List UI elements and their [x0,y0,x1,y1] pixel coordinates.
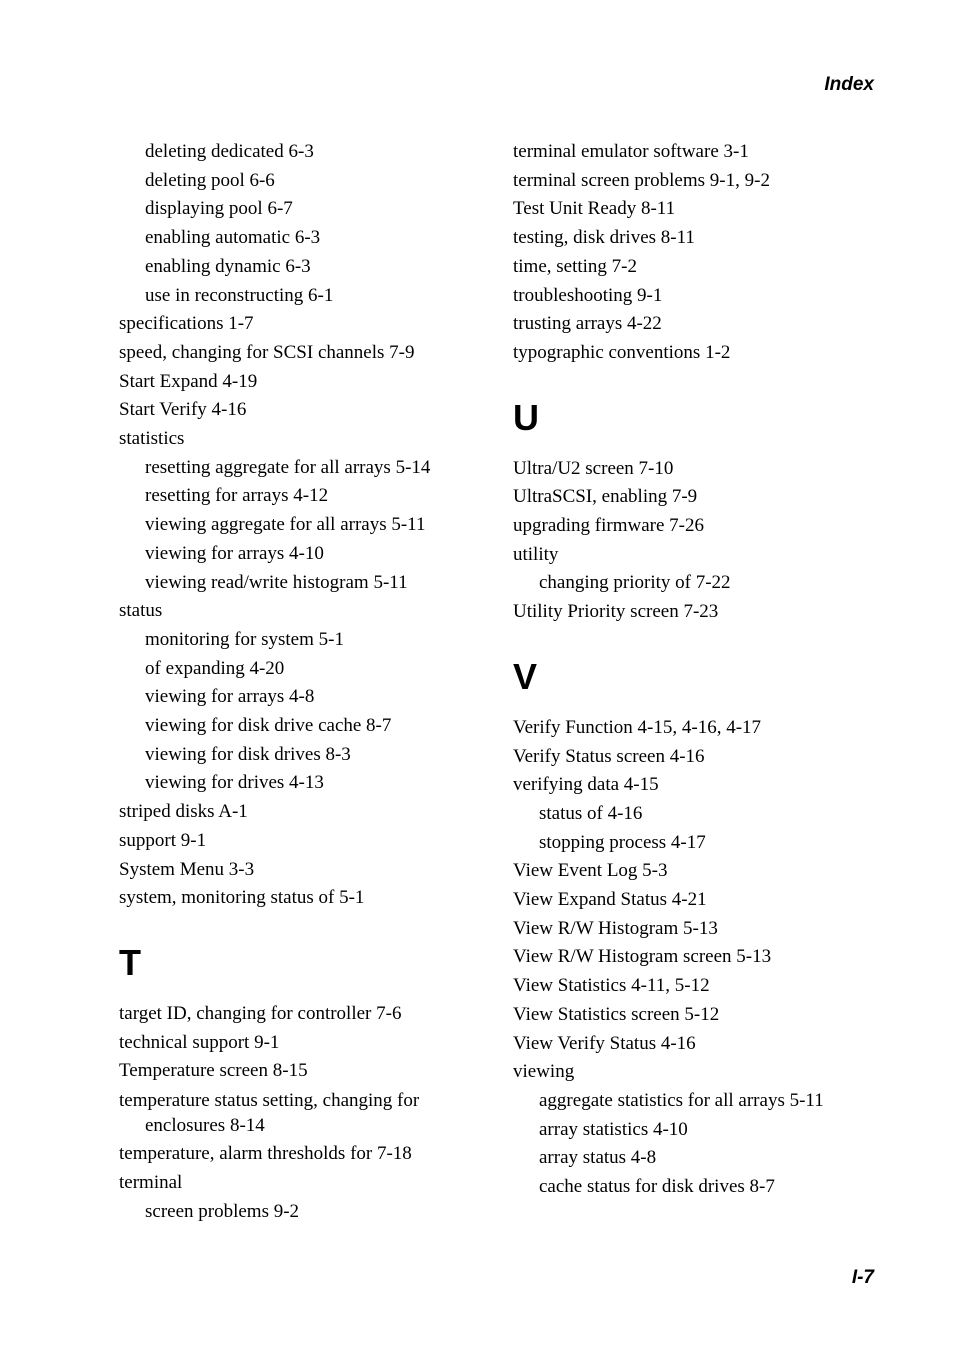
index-subentry: deleting pool 6-6 [145,169,275,191]
index-entry: statistics [119,428,185,450]
index-entry: Temperature screen 8-15 [119,1060,308,1082]
section-letter-v: V [513,655,538,697]
index-entry: technical support 9-1 [119,1031,280,1053]
index-entry: utility [513,543,559,565]
index-subentry: viewing for disk drive cache 8-7 [145,715,392,737]
section-letter-u: U [513,396,539,438]
index-subentry: resetting aggregate for all arrays 5-14 [145,456,431,478]
index-entry: View Statistics 4-11, 5-12 [513,975,710,997]
index-subentry: array status 4-8 [539,1147,657,1169]
index-entry: striped disks A-1 [119,801,248,823]
index-entry: target ID, changing for controller 7-6 [119,1002,402,1024]
page-number: I-7 [851,1267,874,1288]
index-subentry: stopping process 4-17 [539,831,706,853]
index-entry: typographic conventions 1-2 [513,341,731,363]
index-entry: verifying data 4-15 [513,774,659,796]
index-entry: Verify Function 4-15, 4-16, 4-17 [513,716,762,738]
index-subentry: enabling dynamic 6-3 [145,255,311,277]
index-entry: View Expand Status 4-21 [513,889,707,911]
index-subentry: viewing read/write histogram 5-11 [145,571,408,593]
entry-group [119,138,499,913]
index-subentry: viewing for disk drives 8-3 [145,743,351,765]
running-header: Index [824,74,874,95]
index-entry: specifications 1-7 [119,313,254,335]
index-subentry: viewing for arrays 4-8 [145,686,315,708]
index-subentry: aggregate statistics for all arrays 5-11 [539,1089,824,1111]
index-entry: temperature status setting, changing for enclosures 8-14 [119,1090,420,1137]
index-subentry: resetting for arrays 4-12 [145,485,329,507]
index-subentry: array statistics 4-10 [539,1118,688,1140]
index-entry: Verify Status screen 4-16 [513,745,705,767]
index-entry: Start Expand 4-19 [119,370,258,392]
index-entry: UltraSCSI, enabling 7-9 [513,486,698,508]
index-subentry: screen problems 9-2 [145,1200,300,1222]
index-subentry: of expanding 4-20 [145,657,285,679]
index-entry: temperature, alarm thresholds for 7-18 [119,1143,412,1165]
index-entry: View R/W Histogram 5-13 [513,917,718,939]
index-entry: terminal [119,1171,183,1193]
index-entry: terminal emulator software 3-1 [513,141,749,162]
index-entry: upgrading firmware 7-26 [513,515,704,537]
index-entry: View Verify Status 4-16 [513,1032,696,1054]
index-entry: View R/W Histogram screen 5-13 [513,946,772,968]
index-entry: status [119,600,163,622]
index-subentry: displaying pool 6-7 [145,198,293,220]
entry-group [513,455,873,627]
index-entry: time, setting 7-2 [513,255,638,277]
index-subentry: use in reconstructing 6-1 [145,284,334,306]
index-subentry: deleting dedicated 6-3 [145,141,314,162]
index-entry: System Menu 3-3 [119,858,255,880]
index-entry: Ultra/U2 screen 7-10 [513,457,674,479]
index-entry: trusting arrays 4-22 [513,313,662,335]
index-subentry: cache status for disk drives 8-7 [539,1176,775,1198]
section-letter-t: T [119,941,141,983]
index-subentry: viewing for drives 4-13 [145,772,324,794]
index-subentry: viewing for arrays 4-10 [145,542,324,564]
index-entry: Start Verify 4-16 [119,399,247,421]
index-entry: troubleshooting 9-1 [513,284,663,306]
index-entry: system, monitoring status of 5-1 [119,887,365,909]
index-subentry: enabling automatic 6-3 [145,227,321,249]
index-subentry: monitoring for system 5-1 [145,628,344,650]
index-entry: View Statistics screen 5-12 [513,1003,720,1025]
index-subentry: viewing aggregate for all arrays 5-11 [145,514,426,536]
index-column-left [119,138,499,1226]
index-column-right [513,138,873,1202]
index-entry: Test Unit Ready 8-11 [513,198,676,220]
index-entry: Utility Priority screen 7-23 [513,601,719,623]
index-subentry: status of 4-16 [539,802,643,824]
index-entry: testing, disk drives 8-11 [513,227,695,249]
index-entry: terminal screen problems 9-1, 9-2 [513,169,770,191]
index-subentry: changing priority of 7-22 [539,572,731,594]
index-entry: viewing [513,1061,575,1083]
index-entry: speed, changing for SCSI channels 7-9 [119,341,415,363]
entry-group [513,714,873,1202]
entry-group [119,1000,499,1226]
index-entry: support 9-1 [119,829,207,851]
index-entry: View Event Log 5-3 [513,860,668,882]
entry-group [513,138,873,368]
